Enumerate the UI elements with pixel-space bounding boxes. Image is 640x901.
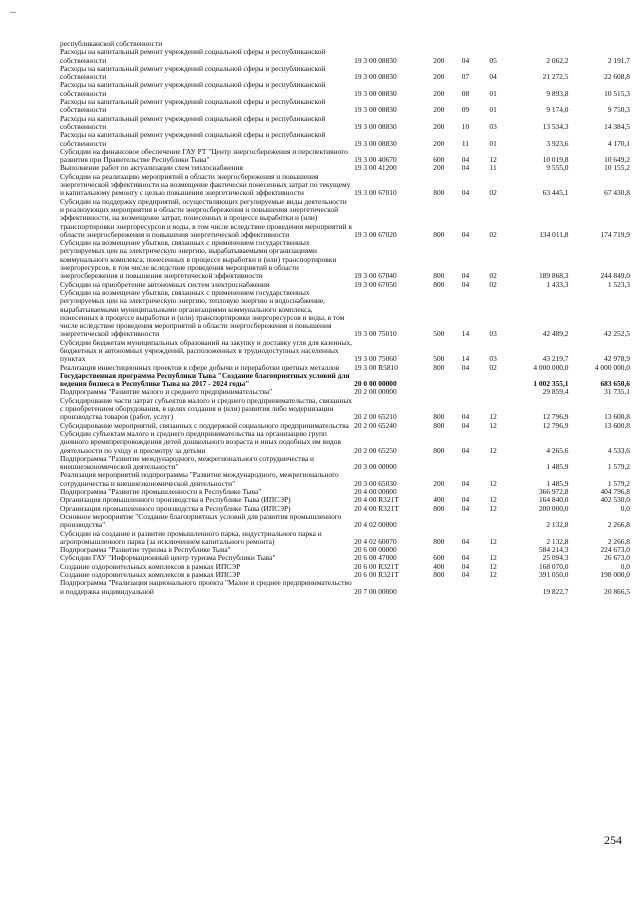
table-row <box>60 115 630 132</box>
cell-v1: 366 972,8 <box>538 487 569 497</box>
cell-name: Реализация инвестиционных проектов в сфере добычи и переработки цветных металлов <box>60 362 340 372</box>
cell-name: Субсидии субъектам малого и среднего предпринимательства на организацию групп дневного времяпрепровождения детей дошкольного возраста и иных подобных им видов деятельности по уходу и присмотру за детьми <box>60 428 341 455</box>
cell-rz: 04 <box>461 495 470 505</box>
cell-name: Расходы на капитальный ремонт учреждений социальной сферы и республиканской собственности <box>60 80 326 98</box>
cell-rz: 04 <box>461 478 470 488</box>
cell-pr: 01 <box>489 138 497 148</box>
cell-vr: 600 <box>433 553 445 563</box>
cell-v2: 2 266,8 <box>607 520 630 530</box>
cell-pr: 11 <box>489 163 497 173</box>
cell-vr: 800 <box>433 362 445 372</box>
cell-pr <box>479 455 507 472</box>
budget-table-body <box>60 40 630 596</box>
cell-v2: 2 266,8 <box>607 536 630 546</box>
cell-v2: 0,0 <box>620 561 630 571</box>
cell-code: 20 4 02 60070 <box>354 536 397 546</box>
cell-v2: 13 600,8 <box>604 420 630 430</box>
cell-name: Субсидирование части затрат субъектов малого и среднего предпринимательства, связанных с приобретением оборудования, в целях создания и (или) развития либо модернизации производства товаров (работ, услуг) <box>60 395 352 422</box>
cell-rz: 04 <box>461 561 470 571</box>
cell-code: 19 3 00 08830 <box>354 121 397 131</box>
cell-v1: 9 893,8 <box>546 88 569 98</box>
cell-v1: 4 265,6 <box>546 445 569 455</box>
cell-v2: 2 191,7 <box>607 55 630 65</box>
cell-rz: 04 <box>461 55 470 65</box>
cell-rz: 04 <box>461 553 470 563</box>
cell-pr: 12 <box>489 536 497 546</box>
cell-rz <box>452 372 480 389</box>
cell-vr <box>426 455 452 472</box>
cell-name: Субсидии на возмещение убытков, связанных с применением государственных регулируемых цен на электрическую энергию, вырабатываемыми организациями коммунального комплекса, понесенных в процессе выработки и (или) транспортировки энергоресурсов, в том числе вследствие проведения мероприятий в области энергосбережения и повышения энергетической эффективности <box>60 238 337 281</box>
cell-pr: 03 <box>489 329 497 339</box>
cell-code: 19 3 00 08830 <box>354 55 397 65</box>
cell-pr: 04 <box>489 72 497 82</box>
table-row <box>60 397 630 422</box>
table-row <box>60 430 630 455</box>
cell-v2: 26 673,0 <box>604 553 630 563</box>
cell-name: Субсидии на приобретение автономных систем электроснабжения <box>60 279 270 289</box>
cell-name: Подпрограмма "Развитие международного, межрегионального сотрудничества и внешнеэкономической деятельности" <box>60 453 315 472</box>
cell-rz: 14 <box>461 329 470 339</box>
cell-v2: 0,0 <box>620 503 630 513</box>
cell-code: 20 6 00 47000 <box>354 553 397 563</box>
cell-pr: 12 <box>489 445 497 455</box>
cell-v1: 2 062,2 <box>546 55 569 65</box>
cell-vr: 800 <box>433 536 445 546</box>
cell-code <box>352 40 426 48</box>
table-row <box>60 513 630 530</box>
cell-pr: 02 <box>489 279 497 289</box>
cell-pr: 12 <box>489 412 497 422</box>
cell-v2: 9 750,3 <box>607 105 630 115</box>
cell-v1: 1 485,9 <box>546 462 569 472</box>
cell-v1: 1 433,3 <box>546 279 569 289</box>
cell-name: Субсидии на поддержку предприятий, осуществляющих регулируемые виды деятельности и реализующих мероприятия в области энергосбережения и повышения энергетической эффективности, на возмещение затрат, понесенных в процессе выработки и (или) транспортировки энергоресурсов и воды, в том числе вследствие проведения мероприятий в области энергосбережения и повышения энергетической эффективности <box>60 196 352 239</box>
cell-code: 20 6 00 00000 <box>354 545 397 555</box>
cell-v2: 224 673,0 <box>600 545 630 555</box>
cell-vr <box>426 372 452 389</box>
cell-rz: 11 <box>461 138 469 148</box>
cell-name: Расходы на капитальный ремонт учреждений социальной сферы и республиканской собственности <box>60 130 326 148</box>
cell-v1: 19 822,7 <box>542 586 569 596</box>
cell-rz: 04 <box>461 412 470 422</box>
cell-name: Расходы на капитальный ремонт учреждений социальной сферы и республиканской собственности <box>60 47 326 65</box>
table-row <box>60 65 630 82</box>
cell-pr: 03 <box>489 121 497 131</box>
cell-pr <box>479 372 507 389</box>
cell-name: Организация промышленного производства в Республике Тыва (ИПСЭР) <box>60 495 291 505</box>
cell-vr: 200 <box>433 72 445 82</box>
cell-code: 20 0 00 00000 <box>354 379 397 389</box>
cell-name: Подпрограмма "Развитие малого и среднего предпринимательства" <box>60 387 273 397</box>
cell-code: 20 4 02 00000 <box>354 520 397 530</box>
cell-vr: 800 <box>433 279 445 289</box>
cell-name: Основное мероприятие "Создание благоприятных условий для развития промышленного производства" <box>60 511 342 530</box>
cell-v1: 12 796,9 <box>542 420 569 430</box>
cell-v2: 402 530,0 <box>600 495 630 505</box>
cell-v2: 10 515,3 <box>604 88 630 98</box>
cell-v1: 13 534,3 <box>542 121 569 131</box>
cell-vr: 800 <box>433 445 445 455</box>
cell-name: Субсидии на реализацию мероприятий в области энергосбережения и повышения энергетической эффективности на возмещение фактически понесенных затрат по текущему и капитальному ремонту с целью повышения энергетической эффективности <box>60 171 351 198</box>
table-row <box>60 148 630 165</box>
cell-code: 20 6 00 R321T <box>354 561 399 571</box>
cell-vr: 400 <box>433 495 445 505</box>
cell-vr: 500 <box>433 329 445 339</box>
cell-vr <box>426 388 452 396</box>
cell-pr <box>479 513 507 530</box>
cell-vr: 200 <box>433 478 445 488</box>
cell-v2: 198 000,0 <box>600 570 630 579</box>
cell-rz: 04 <box>461 420 470 430</box>
cell-v2: 4 533,6 <box>607 445 630 455</box>
cell-pr <box>479 388 507 396</box>
cell-rz <box>452 455 480 472</box>
cell-name: Субсидии на финансовое обеспечение ГАУ РТ "Центр энергосбережения и перспективного развития при Правительстве Республики Тыва" <box>60 146 348 165</box>
cell-v1: 134 011,8 <box>539 229 569 239</box>
cell-v2: 4 170,1 <box>607 138 630 148</box>
budget-table <box>60 40 630 596</box>
cell-pr: 05 <box>489 55 497 65</box>
cell-code: 20 2 00 65240 <box>354 420 397 430</box>
cell-rz: 04 <box>461 362 470 372</box>
cell-name: Субсидии ГАУ "Информационный центр туризма Республики Тыва" <box>60 553 276 563</box>
cell-rz: 04 <box>461 570 470 579</box>
cell-v1: 43 219,7 <box>542 354 569 364</box>
cell-vr: 200 <box>433 163 445 173</box>
cell-v1: 9 555,0 <box>546 163 569 173</box>
cell-code: 19 3 00 75010 <box>354 329 397 339</box>
table-row <box>60 579 630 596</box>
cell-code: 20 6 00 R321T <box>354 570 399 579</box>
cell-rz: 08 <box>461 88 470 98</box>
cell-v1: 584 214,3 <box>538 545 569 555</box>
cell-v1: 189 868,3 <box>538 271 569 281</box>
cell-vr: 800 <box>433 271 445 281</box>
cell-name: Организация промышленного производства в Республике Тыва (ИПСЭР) <box>60 503 291 513</box>
cell-v2: 1 523,3 <box>607 279 630 289</box>
cell-v1: 9 174,0 <box>546 105 569 115</box>
cell-pr: 12 <box>489 478 497 488</box>
cell-v2: 4 000 000,0 <box>594 362 630 372</box>
cell-code: 20 2 00 65210 <box>354 412 397 422</box>
cell-pr: 12 <box>489 553 497 563</box>
cell-v1: 63 445,1 <box>542 188 569 198</box>
cell-vr: 500 <box>433 354 445 364</box>
cell-v1: 200 000,0 <box>538 503 569 513</box>
cell-v1 <box>507 40 571 48</box>
cell-vr <box>426 40 452 48</box>
cell-code: 19 3 00 67010 <box>354 188 397 198</box>
cell-pr: 02 <box>489 271 497 281</box>
cell-pr: 12 <box>489 155 497 165</box>
cell-rz <box>452 40 480 48</box>
cell-vr: 800 <box>433 412 445 422</box>
cell-vr <box>426 513 452 530</box>
cell-name: Субсидии на создание и развитие промышленного парка, индустриального парка и агропромышленного парка (за исключением капитального ремонта) <box>60 528 322 546</box>
cell-vr: 200 <box>433 105 445 115</box>
cell-v1: 4 000 000,0 <box>533 362 569 372</box>
cell-name: Подпрограмма "Развитие промышленности в Республике Тыва" <box>60 487 262 497</box>
cell-pr: 12 <box>489 420 497 430</box>
table-row <box>60 471 630 488</box>
cell-code: 19 3 00 08830 <box>354 72 397 82</box>
cell-rz: 09 <box>461 105 470 115</box>
cell-v1: 164 840,0 <box>538 495 569 505</box>
cell-code: 19 3 00 40670 <box>354 155 397 165</box>
cell-v2: 14 384,5 <box>604 121 630 131</box>
cell-v2: 31 735,1 <box>604 387 630 397</box>
cell-code: 20 3 00 65030 <box>354 478 397 488</box>
cell-code: 20 4 00 R321T <box>354 495 399 505</box>
cell-v2: 10 155,2 <box>604 163 630 173</box>
cell-v1: 1 485,9 <box>546 478 569 488</box>
page-number: 254 <box>604 833 622 847</box>
table-row <box>60 239 630 280</box>
cell-name: Субсидии на возмещение убытков, связанных с применением государственных регулируемых цен на электрическую энергию, тепловую энергию и водоснабжение, вырабатываемыми муниципальными организациями коммунального комплекса, понесенных в процессе выработки и (или) транспортировки энергоресурсов и воды, в том числе вследствие проведения мероприятий в области энергосбережения и повышения энергетической эффективности <box>60 287 345 339</box>
budget-table-page <box>60 40 630 596</box>
cell-v1: 25 094,3 <box>542 553 569 563</box>
table-row <box>60 455 630 472</box>
cell-code: 19 3 00 R5810 <box>354 362 398 372</box>
cell-vr: 800 <box>433 503 445 513</box>
cell-code: 20 3 00 00000 <box>354 462 397 472</box>
cell-vr: 800 <box>433 420 445 430</box>
table-row <box>60 81 630 98</box>
cell-vr: 200 <box>433 121 445 131</box>
cell-name: Выполнение работ по актуализации схем теплоснабжения <box>60 163 243 173</box>
cell-v2: 10 649,2 <box>604 155 630 165</box>
cell-vr: 200 <box>433 138 445 148</box>
table-row <box>60 173 630 198</box>
cell-vr: 800 <box>433 188 445 198</box>
cell-code: 19 3 00 67050 <box>354 279 397 289</box>
cell-v1: 10 019,8 <box>542 155 569 165</box>
cell-code: 19 3 00 08830 <box>354 138 397 148</box>
cell-pr: 01 <box>489 105 497 115</box>
cell-v2: 1 579,2 <box>607 462 630 472</box>
cell-v2: 67 430,8 <box>604 188 630 198</box>
cell-vr: 800 <box>433 229 445 239</box>
cell-rz: 04 <box>461 188 470 198</box>
cell-v1: 168 070,0 <box>538 561 569 571</box>
scan-mark <box>10 12 16 13</box>
cell-name: республиканской собственности <box>60 39 163 48</box>
cell-rz: 04 <box>461 271 470 281</box>
cell-v1: 3 923,6 <box>546 138 569 148</box>
cell-v1: 391 050,0 <box>538 570 569 579</box>
cell-v2: 20 866,5 <box>604 586 630 596</box>
cell-v2: 1 579,2 <box>607 478 630 488</box>
cell-name: Подпрограмма "Развитие туризма в Республике Тыва" <box>60 545 231 555</box>
cell-v2: 244 849,0 <box>600 271 630 281</box>
cell-vr: 600 <box>433 155 445 165</box>
cell-v2: 13 600,8 <box>604 412 630 422</box>
cell-code: 19 3 00 08830 <box>354 88 397 98</box>
cell-code: 19 3 00 67020 <box>354 229 397 239</box>
table-row <box>60 48 630 65</box>
cell-rz: 04 <box>461 445 470 455</box>
cell-v1: 12 796,9 <box>542 412 569 422</box>
cell-code: 19 3 00 41200 <box>354 163 397 173</box>
cell-vr <box>426 579 452 596</box>
table-row <box>60 131 630 148</box>
cell-v1: 2 132,8 <box>546 520 569 530</box>
cell-rz: 14 <box>461 354 470 364</box>
cell-code: 20 7 00 00000 <box>354 586 397 596</box>
cell-name: Подпрограмма "Реализация национального проекта "Малое и среднее предпринимательство и поддержка индивидуальной <box>60 578 352 596</box>
table-row <box>60 372 630 389</box>
cell-vr: 200 <box>433 55 445 65</box>
cell-code: 19 3 00 08830 <box>354 105 397 115</box>
cell-pr: 12 <box>489 570 497 579</box>
cell-name: Субсидирование мероприятий, связанных с поддержкой социального предпринимательства <box>60 420 349 430</box>
cell-code: 20 4 00 R321T <box>354 503 399 513</box>
cell-name: Государственная программа Республики Тыва "Создание благоприятных условий для ведения бизнеса в Республике Тыва на 2017 - 2024 годы" <box>60 370 350 389</box>
cell-name: Реализация мероприятий подпрограммы "Развитие международного, межрегионального сотрудничества и внешнеэкономической деятельности" <box>60 470 339 488</box>
cell-v2: 683 650,6 <box>600 379 630 389</box>
cell-code: 20 2 00 00000 <box>354 387 397 397</box>
cell-pr: 03 <box>489 354 497 364</box>
cell-v2 <box>571 40 631 48</box>
cell-pr <box>479 579 507 596</box>
table-row <box>60 289 630 339</box>
cell-rz: 04 <box>461 503 470 513</box>
cell-code: 19 3 00 67040 <box>354 271 397 281</box>
cell-rz <box>452 513 480 530</box>
cell-rz <box>452 579 480 596</box>
cell-pr: 12 <box>489 561 497 571</box>
cell-v1: 2 132,8 <box>546 536 569 546</box>
cell-v2: 174 719,9 <box>600 229 630 239</box>
cell-rz: 04 <box>461 155 470 165</box>
cell-v1: 42 489,2 <box>542 329 569 339</box>
cell-pr <box>479 40 507 48</box>
cell-vr: 200 <box>433 88 445 98</box>
cell-code: 20 2 00 65250 <box>354 445 397 455</box>
table-row <box>60 198 630 239</box>
cell-name: Расходы на капитальный ремонт учреждений социальной сферы и республиканской собственности <box>60 113 326 131</box>
cell-pr: 01 <box>489 88 497 98</box>
cell-rz: 04 <box>461 163 470 173</box>
cell-name: Расходы на капитальный ремонт учреждений социальной сферы и республиканской собственности <box>60 97 326 115</box>
cell-rz <box>452 388 480 396</box>
cell-vr: 400 <box>433 561 445 571</box>
table-row <box>60 339 630 364</box>
cell-code: 19 3 00 75060 <box>354 354 397 364</box>
cell-pr: 02 <box>489 229 497 239</box>
cell-pr: 02 <box>489 362 497 372</box>
cell-v2: 404 796,8 <box>600 487 630 497</box>
cell-pr: 12 <box>489 495 497 505</box>
cell-name: Создание оздоровительных комплексов в рамках ИПСЭР <box>60 561 241 571</box>
cell-name: Субсидии бюджетам муниципальных образований на закупку и доставку угля для казенных, бюджетных и автономных учреждений, расположенных в труднодоступных населенных пунктах <box>60 337 352 364</box>
cell-vr: 800 <box>433 570 445 579</box>
cell-v2: 42 978,9 <box>604 354 630 364</box>
cell-rz: 07 <box>461 72 470 82</box>
cell-name: Создание оздоровительных комплексов в рамках ИПСЭР <box>60 570 241 579</box>
cell-name: Расходы на капитальный ремонт учреждений социальной сферы и республиканской собственности <box>60 63 326 82</box>
cell-code: 20 4 00 00000 <box>354 487 397 497</box>
cell-v1: 1 002 355,1 <box>533 379 569 389</box>
cell-rz: 04 <box>461 229 470 239</box>
cell-pr: 02 <box>489 188 497 198</box>
cell-v2: 22 608,8 <box>604 72 630 82</box>
cell-pr: 12 <box>489 503 497 513</box>
cell-rz: 04 <box>461 536 470 546</box>
cell-rz: 04 <box>461 279 470 289</box>
cell-v2: 42 252,5 <box>604 329 630 339</box>
table-row <box>60 530 630 547</box>
cell-v1: 21 272,5 <box>542 72 569 82</box>
cell-rz: 10 <box>461 121 470 131</box>
cell-v1: 29 859,4 <box>542 387 569 397</box>
table-row <box>60 98 630 115</box>
